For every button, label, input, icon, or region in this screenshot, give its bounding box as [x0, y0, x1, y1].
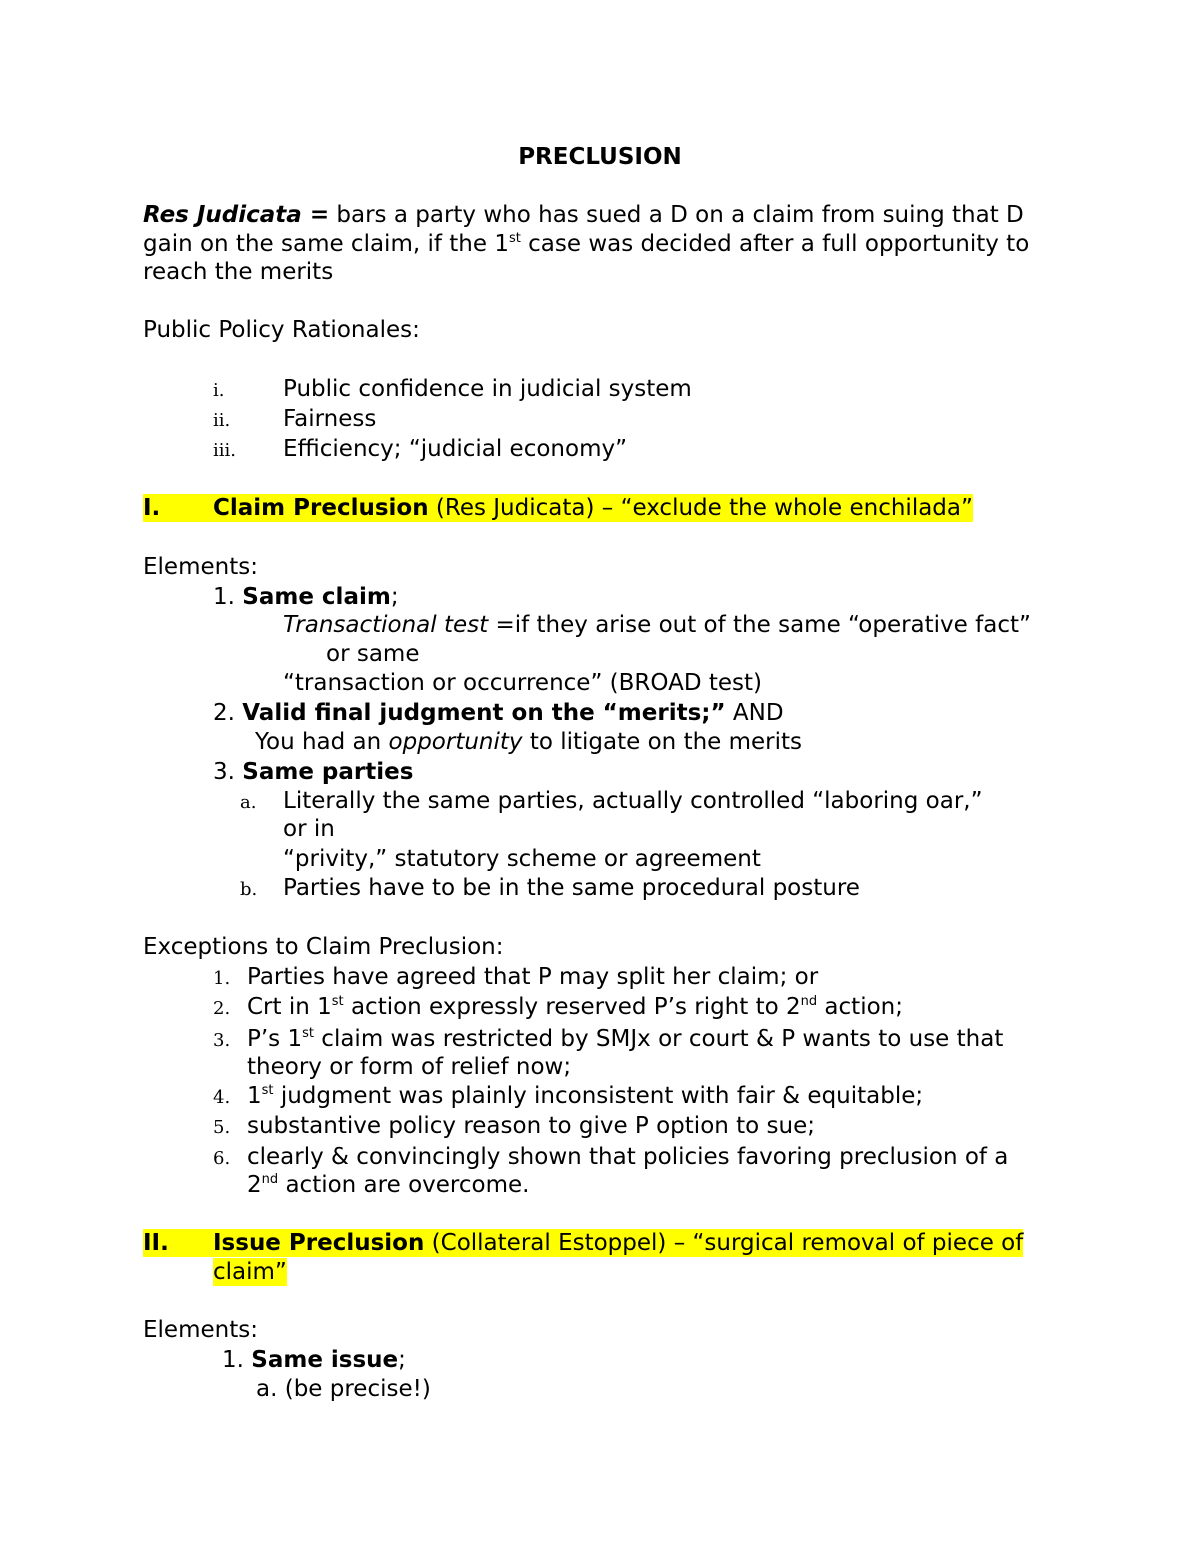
exception-num: 5.	[213, 1117, 231, 1138]
transactional-test-term: Transactional test	[283, 612, 489, 638]
sub-item-letter: a.	[240, 792, 257, 813]
exception-text: action;	[817, 994, 903, 1020]
exception-text: action are overcome.	[278, 1172, 530, 1198]
superscript: nd	[800, 994, 818, 1009]
element-rest: AND	[725, 700, 784, 726]
exception-text: action expressly reserved P’s right to 2	[343, 994, 801, 1020]
rationale-item: Efficiency; “judicial economy”	[283, 436, 628, 462]
intro-line-3: reach the merits	[143, 259, 334, 285]
exceptions-heading: Exceptions to Claim Preclusion:	[143, 934, 504, 960]
intro-line-2-b: case was decided after a full opportunity to	[520, 231, 1030, 257]
section-2-heading	[213, 1229, 1023, 1257]
superscript: st	[508, 231, 521, 246]
issue-element-1a: a. (be precise!)	[256, 1376, 431, 1402]
element-2	[213, 699, 784, 727]
sub-item-b: Parties have to be in the same procedural posture	[283, 875, 860, 901]
elements-heading: Elements:	[143, 554, 258, 580]
rationale-num: i.	[213, 380, 225, 401]
element-1	[213, 583, 399, 611]
exception-num: 3.	[213, 1030, 231, 1051]
exception-num: 6.	[213, 1148, 231, 1169]
element-bold: Same claim	[242, 584, 391, 610]
exception-item	[247, 993, 903, 1021]
section-2-heading-cont: claim”	[213, 1259, 287, 1285]
element-tail: ;	[398, 1347, 406, 1373]
element-num: 3.	[213, 759, 235, 785]
element-2-sub-a: You had an	[255, 729, 389, 755]
intro-line-2	[143, 230, 1029, 258]
section-1-bold: Claim Preclusion	[213, 495, 429, 521]
sub-item-a-line-3: “privity,” statutory scheme or agreement	[283, 846, 761, 872]
element-2-sub-b: to litigate on the merits	[522, 729, 803, 755]
exception-item	[247, 1082, 923, 1110]
section-1-number	[143, 494, 213, 522]
rationales-heading: Public Policy Rationales:	[143, 317, 420, 343]
transactional-test-line	[283, 611, 1031, 639]
exception-text: 2	[247, 1172, 262, 1198]
transactional-test-text: =if they arise out of the same “operative fact”	[488, 612, 1031, 638]
section-2-rest: (Collateral Estoppel) – “surgical removal of piece of	[424, 1230, 1024, 1256]
sub-item-a-line-2: or in	[283, 816, 335, 842]
transactional-test-cont-2: “transaction or occurrence” (BROAD test)	[283, 670, 763, 696]
element-2-sub	[255, 728, 802, 756]
intro-line-1	[143, 201, 1024, 229]
element-num: 1.	[213, 584, 235, 610]
section-2-bold: Issue Preclusion	[213, 1230, 425, 1256]
element-bold: Same parties	[242, 759, 414, 785]
exception-item-cont: theory or form of relief now;	[247, 1054, 572, 1080]
exception-item-cont	[247, 1171, 529, 1199]
element-3	[213, 758, 413, 786]
exception-item: substantive policy reason to give P option to sue;	[247, 1113, 816, 1139]
exception-num: 1.	[213, 968, 231, 989]
issue-element-1	[222, 1346, 406, 1374]
element-tail: ;	[390, 584, 399, 610]
superscript: st	[261, 1083, 274, 1098]
exception-num: 2.	[213, 998, 231, 1019]
rationale-item: Public confidence in judicial system	[283, 376, 692, 402]
intro-line-2-a: gain on the same claim, if the 1	[143, 231, 509, 257]
superscript: st	[331, 994, 344, 1009]
exception-text: claim was restricted by SMJx or court & P wants to use that	[313, 1026, 1004, 1052]
superscript: nd	[261, 1172, 279, 1187]
element-2-sub-italic: opportunity	[388, 729, 523, 755]
exception-item: clearly & convincingly shown that policies favoring preclusion of a	[247, 1144, 1009, 1170]
rationale-num: iii.	[213, 440, 236, 461]
superscript: st	[302, 1026, 314, 1041]
exception-text: Crt in 1	[247, 994, 332, 1020]
sub-item-letter: b.	[240, 879, 258, 900]
res-judicata-term: Res Judicata =	[143, 202, 330, 228]
section-1-rest: (Res Judicata) – “exclude the whole enchilada”	[428, 495, 973, 521]
section-2-number	[143, 1229, 213, 1257]
exception-text: P’s 1	[247, 1026, 303, 1052]
section-1-num-text: I.	[143, 495, 161, 521]
intro-line-1-text: bars a party who has sued a D on a claim from suing that D	[329, 202, 1024, 228]
rationale-num: ii.	[213, 410, 231, 431]
exception-num: 4.	[213, 1087, 231, 1108]
element-num: 2.	[213, 700, 235, 726]
rationale-item: Fairness	[283, 406, 377, 432]
section-1-heading	[213, 494, 973, 522]
section-2-num-text: II.	[143, 1230, 169, 1256]
exception-item: Parties have agreed that P may split her claim; or	[247, 964, 819, 990]
elements-heading-2: Elements:	[143, 1317, 258, 1343]
exception-item	[247, 1025, 1003, 1053]
sub-item-a-line-1: Literally the same parties, actually controlled “laboring oar,”	[283, 788, 983, 814]
exception-text: judgment was plainly inconsistent with fair & equitable;	[273, 1083, 924, 1109]
transactional-test-cont: or same	[326, 641, 420, 667]
exception-text: 1	[247, 1083, 262, 1109]
element-bold: Same issue	[251, 1347, 399, 1373]
page-title: PRECLUSION	[518, 144, 682, 170]
element-bold: Valid final judgment on the “merits;”	[242, 700, 726, 726]
element-num: 1.	[222, 1347, 244, 1373]
